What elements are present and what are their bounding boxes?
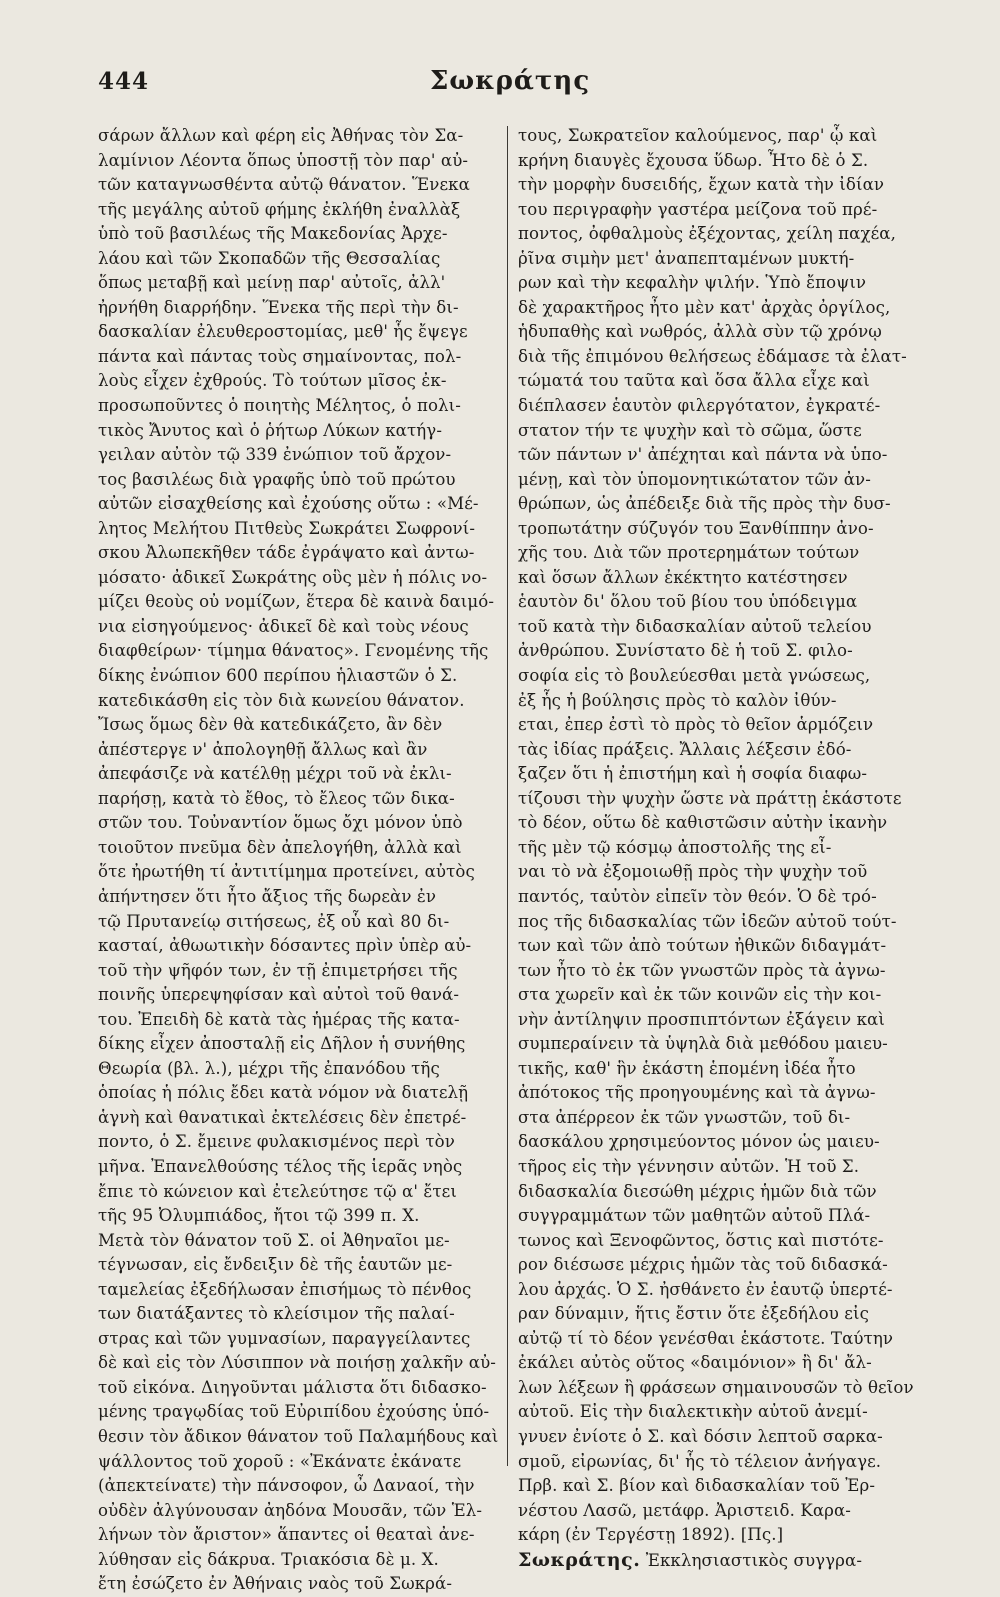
text-line: νὴν ἀντίληψιν προσπιπτόντων ἐξάγειν καὶ bbox=[518, 1009, 885, 1029]
page-number: 444 bbox=[98, 68, 150, 95]
text-line: ποντος, ὀφθαλμοὺς ἐξέχοντας, χείλη παχέα, bbox=[518, 224, 896, 244]
text-line: παντός, ταὐτὸν εἰπεῖν τὸν θεόν. Ὁ δὲ τρό- bbox=[518, 886, 877, 906]
text-line: αὐτῶν εἰσαχθείσης καὶ ἐχούσης οὕτω : «Μέ- bbox=[98, 494, 479, 514]
text-line: ἀπεφάσιζε νὰ κατέλθῃ μέχρι τοῦ νὰ ἐκλι- bbox=[98, 764, 452, 784]
text-line: (ἀπεκτείνατε) τὴν πάνσοφον, ὦ Δαναοί, τὴν bbox=[98, 1476, 475, 1496]
text-line: δασκάλου χρησιμεύοντος μόνον ὡς μαιευ- bbox=[518, 1132, 880, 1152]
text-line: τοῦ τὴν ψῆφόν των, ἐν τῇ ἐπιμετρήσει τῆς bbox=[98, 960, 458, 980]
text-line: θρώπων, ὡς ἀπέδειξε διὰ τῆς πρὸς τὴν δυσ- bbox=[518, 494, 891, 514]
text-line: λητος Μελήτου Πιτθεὺς Σωκράτει Σωφρονί- bbox=[98, 518, 476, 538]
text-line: των ἦτο τὸ ἐκ τῶν γνωστῶν πρὸς τὰ ἀγνω- bbox=[518, 960, 886, 980]
text-line: μόσατο· ἀδικεῖ Σωκράτης οὓς μὲν ἡ πόλις νο- bbox=[98, 567, 488, 587]
text-line: τικὸς Ἄνυτος καὶ ὁ ῥήτωρ Λύκων κατήγ- bbox=[98, 420, 443, 440]
text-line: παρήσῃ, κατὰ τὸ ἔθος, τὸ ἔλεος τῶν δικα- bbox=[98, 788, 455, 808]
text-line: κάρη (ἐν Τεργέστῃ 1892). [Πς.] bbox=[518, 1525, 784, 1545]
text-line: σοφία εἰς τὸ βουλεύεσθαι μετὰ γνώσεως, bbox=[518, 666, 871, 686]
text-line: στῶν του. Τοὐναντίον ὅμως ὄχι μόνον ὑπὸ bbox=[98, 813, 463, 833]
text-line: ἑαυτὸν δι' ὅλου τοῦ βίου του ὑπόδειγμα bbox=[518, 592, 858, 612]
text-line: συμπεραίνειν τὰ ὑψηλὰ διὰ μεθόδου μαιευ- bbox=[518, 1034, 888, 1054]
text-line: τῆς 95 Ὀλυμπιάδος, ἤτοι τῷ 399 π. Χ. bbox=[98, 1206, 420, 1226]
text-line: στα ἀπέρρεον ἐκ τῶν γνωστῶν, τοῦ δι- bbox=[518, 1107, 851, 1127]
text-line: ρον διέσωσε μέχρις ἡμῶν τὰς τοῦ διδασκά- bbox=[518, 1255, 888, 1275]
text-line: Πρβ. καὶ Σ. βίον καὶ διδασκαλίαν τοῦ Ἐρ- bbox=[518, 1476, 876, 1496]
text-line: αὐτοῦ. Εἰς τὴν διαλεκτικὴν αὐτοῦ ἀνεμί- bbox=[518, 1402, 868, 1422]
text-line: κατεδικάσθη εἰς τὸν διὰ κωνείου θάνατον. bbox=[98, 690, 465, 710]
text-line: πος τῆς διδασκαλίας τῶν ἰδεῶν αὐτοῦ τούτ- bbox=[518, 911, 897, 931]
text-line: νέστου Λασῶ, μετάφρ. Ἀριστειδ. Καρα- bbox=[518, 1500, 851, 1520]
text-line: χῆς του. Διὰ τῶν προτερημάτων τούτων bbox=[518, 543, 860, 563]
text-line: ταμελείας ἐξεδήλωσαν ἐπισήμως τὸ πένθος bbox=[98, 1279, 472, 1299]
text-line: προσωποῦντες ὁ ποιητὴς Μέλητος, ὁ πολι- bbox=[98, 396, 461, 416]
text-line: ἀνθρώπου. Συνίστατο δὲ ἡ τοῦ Σ. φιλο- bbox=[518, 641, 853, 661]
text-line: τὴν μορφὴν δυσειδής, ἔχων κατὰ τὴν ἰδίαν bbox=[518, 175, 885, 195]
text-line: γειλαν αὐτὸν τῷ 339 ἐνώπιον τοῦ ἄρχον- bbox=[98, 445, 452, 465]
text-line: Θεωρία (βλ. λ.), μέχρι τῆς ἐπανόδου τῆς bbox=[98, 1058, 440, 1078]
text-line: ὅτε ἠρωτήθη τί ἀντιτίμημα προτείνει, αὐτὸς bbox=[98, 862, 475, 882]
text-line: τοῦ κατὰ τὴν διδασκαλίαν αὐτοῦ τελείου bbox=[518, 616, 872, 636]
next-entry bbox=[518, 1548, 918, 1573]
text-line: των διατάξαντες τὸ κλείσιμον τῆς παλαί- bbox=[98, 1304, 455, 1324]
text-line: τῆς μὲν τῷ κόσμῳ ἀποστολῆς της εἶ- bbox=[518, 837, 832, 857]
text-line: του. Ἐπειδὴ δὲ κατὰ τὰς ἡμέρας τῆς κατα- bbox=[98, 1009, 460, 1029]
right-column bbox=[518, 124, 918, 1572]
text-line: Ἴσως ὅμως δὲν θὰ κατεδικάζετο, ἂν δὲν bbox=[98, 715, 443, 735]
text-line: τῆς μεγάλης αὐτοῦ φήμης ἐκλήθη ἐναλλὰξ bbox=[98, 199, 461, 219]
next-entry-text: Ἐκκλησιαστικὸς συγγρα- bbox=[645, 1550, 863, 1570]
text-line: δὲ χαρακτῆρος ἦτο μὲν κατ' ἀρχὰς ὀργίλος, bbox=[518, 297, 891, 317]
text-line: ὑπὸ τοῦ βασιλέως τῆς Μακεδονίας Ἀρχε- bbox=[98, 224, 448, 244]
text-line: διδασκαλία διεσώθη μέχρις ἡμῶν διὰ τῶν bbox=[518, 1181, 877, 1201]
text-line: αὐτῷ τί τὸ δέον γενέσθαι ἑκάστοτε. Ταύτην bbox=[518, 1328, 894, 1348]
text-line: μένῃ, καὶ τὸν ὑπομονητικώτατον τῶν ἀν- bbox=[518, 469, 871, 489]
text-line: λήνων τὸν ἄριστον» ἅπαντες οἱ θεαταὶ ἀνε- bbox=[98, 1525, 475, 1545]
text-line: τωνος καὶ Ξενοφῶντος, ὅστις καὶ πιστότε- bbox=[518, 1230, 884, 1250]
text-line: ἔτη ἐσώζετο ἐν Ἀθήναις ναὸς τοῦ Σωκρά- bbox=[98, 1574, 453, 1594]
text-line: ἠρνήθη διαρρήδην. Ἕνεκα τῆς περὶ τὴν δι- bbox=[98, 297, 459, 317]
text-line: ἐξ ἧς ἡ βούλησις πρὸς τὸ καλὸν ἰθύν- bbox=[518, 690, 837, 710]
text-line: ναι τὸ νὰ ἐξομοιωθῇ πρὸς τὴν ψυχὴν τοῦ bbox=[518, 862, 868, 882]
text-line: ἀπέστεργε ν' ἀπολογηθῇ ἄλλως καὶ ἂν bbox=[98, 739, 428, 759]
text-line: τὰς ἰδίας πράξεις. Ἄλλαις λέξεσιν ἐδό- bbox=[518, 739, 852, 759]
text-line: μῆνα. Ἐπανελθούσης τέλος τῆς ἱερᾶς νηὸς bbox=[98, 1156, 463, 1176]
text-line: ἔπιε τὸ κώνειον καὶ ἐτελεύτησε τῷ α' ἔτει bbox=[98, 1181, 457, 1201]
text-line: συγγραμμάτων τῶν μαθητῶν αὐτοῦ Πλά- bbox=[518, 1206, 871, 1226]
text-line: ἀπήντησεν ὅτι ἦτο ἄξιος τῆς δωρεὰν ἐν bbox=[98, 886, 437, 906]
text-line: Μετὰ τὸν θάνατον τοῦ Σ. οἱ Ἀθηναῖοι με- bbox=[98, 1230, 450, 1250]
text-line: δασκαλίαν ἐλευθεροστομίας, μεθ' ἧς ἔψεγε bbox=[98, 322, 468, 342]
text-line: ἀπότοκος τῆς προηγουμένης καὶ τὰ ἀγνω- bbox=[518, 1083, 876, 1103]
text-line: στρας καὶ τῶν γυμνασίων, παραγγείλαντες bbox=[98, 1328, 471, 1348]
text-line: ξαζεν ὅτι ἡ ἐπιστήμη καὶ ἡ σοφία διαφω- bbox=[518, 764, 868, 784]
text-line: λάου καὶ τῶν Σκοπαδῶν τῆς Θεσσαλίας bbox=[98, 248, 441, 268]
text-line: νια εἰσηγούμενος· ἀδικεῖ δὲ καὶ τοὺς νέους bbox=[98, 616, 469, 636]
text-line: τῆρος εἰς τὴν γέννησιν αὐτῶν. Ἡ τοῦ Σ. bbox=[518, 1156, 860, 1176]
text-line: ῥῖνα σιμὴν μετ' ἀναπεπταμένων μυκτή- bbox=[518, 248, 855, 268]
running-head: Σωκράτης bbox=[430, 66, 591, 96]
text-line: ποντο, ὁ Σ. ἔμεινε φυλακισμένος περὶ τὸν bbox=[98, 1132, 455, 1152]
text-line: τικῆς, καθ' ἣν ἑκάστη ἑπομένη ἰδέα ἦτο bbox=[518, 1058, 856, 1078]
text-line: πάντα καὶ πάντας τοὺς σημαίνοντας, πολ- bbox=[98, 346, 462, 366]
text-line: τώματά του ταῦτα καὶ ὅσα ἄλλα εἶχε καὶ bbox=[518, 371, 870, 391]
text-line: ὁποίας ἡ πόλις ἔδει κατὰ νόμον νὰ διατελῇ bbox=[98, 1083, 469, 1103]
text-line: του περιγραφὴν γαστέρα μείζονα τοῦ πρέ- bbox=[518, 199, 878, 219]
text-line: τοιοῦτον πνεῦμα δὲν ἀπελογήθη, ἀλλὰ καὶ bbox=[98, 837, 462, 857]
text-line: δίκης ἐνώπιον 600 περίπου ἡλιαστῶν ὁ Σ. bbox=[98, 666, 458, 686]
text-line: ὅπως μεταβῇ καὶ μείνῃ παρ' αὐτοῖς, ἀλλ' bbox=[98, 273, 446, 293]
next-entry-headword: Σωκράτης. bbox=[518, 1548, 641, 1571]
text-line: ψάλλοντος τοῦ χοροῦ : «Ἐκάνατε ἐκάνατε bbox=[98, 1451, 462, 1471]
text-line: μίζει θεοὺς οὐ νομίζων, ἕτερα δὲ καινὰ δαιμό- bbox=[98, 592, 495, 612]
text-line: τὸ δέον, οὕτω δὲ καθιστῶσιν αὐτὴν ἱκανὴν bbox=[518, 813, 888, 833]
text-line: σάρων ἄλλων καὶ φέρη εἰς Ἀθήνας τὸν Σα- bbox=[98, 126, 464, 145]
column-divider bbox=[507, 126, 508, 1466]
text-line: τίζουσι τὴν ψυχὴν ὥστε νὰ πράττῃ ἑκάστοτε bbox=[518, 788, 902, 808]
left-column bbox=[98, 124, 498, 1597]
text-line: τους, Σωκρατεῖον καλούμενος, παρ' ᾧ καὶ bbox=[518, 126, 878, 145]
text-line: διὰ τῆς ἐπιμόνου θελήσεως ἐδάμασε τὰ ἐλατ- bbox=[518, 346, 907, 366]
text-line: γνυεν ἐνίοτε ὁ Σ. καὶ δόσιν λεπτοῦ σαρκα- bbox=[518, 1426, 883, 1446]
text-line: ρων καὶ τὴν κεφαλὴν ψιλήν. Ὑπὸ ἔποψιν bbox=[518, 273, 867, 293]
text-line: δὲ καὶ εἰς τὸν Λύσιππον νὰ ποιήσῃ χαλκῆν αὐ- bbox=[98, 1353, 497, 1373]
text-line: εται, ἐπερ ἐστὶ τὸ πρὸς τὸ θεῖον ἁρμόζειν bbox=[518, 715, 874, 735]
text-line: ἁγνὴ καὶ θανατικαὶ ἐκτελέσεις δὲν ἐπετρέ- bbox=[98, 1107, 467, 1127]
text-line: ἡδυπαθὴς καὶ νωθρός, ἀλλὰ σὺν τῷ χρόνῳ bbox=[518, 322, 882, 342]
text-line: ραν δύναμιν, ἥτις ἔστιν ὅτε ἐξεδήλου εἰς bbox=[518, 1304, 869, 1324]
text-line: στατον τήν τε ψυχὴν καὶ τὸ σῶμα, ὥστε bbox=[518, 420, 862, 440]
text-line: λύθησαν εἰς δάκρυα. Τριακόσια δὲ μ. Χ. bbox=[98, 1549, 439, 1569]
text-line: τῷ Πρυτανείῳ σιτήσεως, ἐξ οὗ καὶ 80 δι- bbox=[98, 911, 450, 931]
text-line: τῶν πάντων ν' ἀπέχηται καὶ πάντα νὰ ὑπο- bbox=[518, 445, 888, 465]
text-line: κασταί, ἀθωωτικὴν δόσαντες πρὶν ὑπὲρ αὐ- bbox=[98, 936, 472, 956]
text-line: τος βασιλέως διὰ γραφῆς ὑπὸ τοῦ πρώτου bbox=[98, 469, 456, 489]
text-line: ἐκάλει αὐτὸς οὕτος «δαιμόνιον» ἢ δι' ἄλ- bbox=[518, 1353, 872, 1373]
text-line: λαμίνιον Λέοντα ὅπως ὑποστῇ τὸν παρ' αὐ- bbox=[98, 150, 469, 170]
text-line: τροπωτάτην σύζυγόν του Ξανθίππην ἀνο- bbox=[518, 518, 874, 538]
text-line: σκου Ἀλωπεκῆθεν τάδε ἐγράψατο καὶ ἀντω- bbox=[98, 543, 475, 563]
text-line: τοῦ εἰκόνα. Διηγοῦνται μάλιστα ὅτι διδασκο- bbox=[98, 1377, 487, 1397]
text-line: των καὶ τῶν ἀπὸ τούτων ἠθικῶν διδαγμάτ- bbox=[518, 936, 887, 956]
text-line: στα χωρεῖν καὶ ἐκ τῶν κοινῶν εἰς τὴν κοι- bbox=[518, 985, 882, 1005]
text-line: τέγνωσαν, εἰς ἔνδειξιν δὲ τῆς ἑαυτῶν με- bbox=[98, 1255, 453, 1275]
text-line: μένης τραγῳδίας τοῦ Εὐριπίδου ἐχούσης ὑπό- bbox=[98, 1402, 490, 1422]
text-line: λων λέξεων ἢ φράσεων σημαινουσῶν τὸ θεῖον bbox=[518, 1377, 914, 1397]
text-line: δίκης εἶχεν ἀποσταλῇ εἰς Δῆλον ἡ συνήθης bbox=[98, 1034, 466, 1054]
text-line: καὶ ὅσων ἄλλων ἐκέκτητο κατέστησεν bbox=[518, 567, 848, 587]
text-line: τῶν καταγνωσθέντα αὐτῷ θάνατον. Ἕνεκα bbox=[98, 175, 470, 195]
text-line: σμοῦ, εἰρωνίας, δι' ἧς τὸ τέλειον ἀνήγαγε. bbox=[518, 1451, 882, 1471]
right-column-lines bbox=[518, 124, 918, 1548]
text-line: λου ἀρχάς. Ὁ Σ. ἠσθάνετο ἐν ἑαυτῷ ὑπερτέ- bbox=[518, 1279, 893, 1299]
text-line: διέπλασεν ἑαυτὸν φιλεργότατον, ἐγκρατέ- bbox=[518, 396, 881, 416]
text-line: οὐδὲν ἀλγύνουσαν ἀηδόνα Μουσᾶν, τῶν Ἑλ- bbox=[98, 1500, 483, 1520]
text-line: λοὺς εἶχεν ἐχθρούς. Τὸ τούτων μῖσος ἐκ- bbox=[98, 371, 447, 391]
text-line: θεσιν τὸν ἄδικον θάνατον τοῦ Παλαμήδους καὶ bbox=[98, 1426, 499, 1446]
text-line: διαφθείρων· τίμημα θάνατος». Γενομένης τῆς bbox=[98, 641, 489, 661]
text-line: ποινῆς ὑπερεψηφίσαν καὶ αὐτοὶ τοῦ θανά- bbox=[98, 985, 460, 1005]
text-line: κρήνη διαυγὲς ἔχουσα ὕδωρ. Ἦτο δὲ ὁ Σ. bbox=[518, 150, 869, 170]
